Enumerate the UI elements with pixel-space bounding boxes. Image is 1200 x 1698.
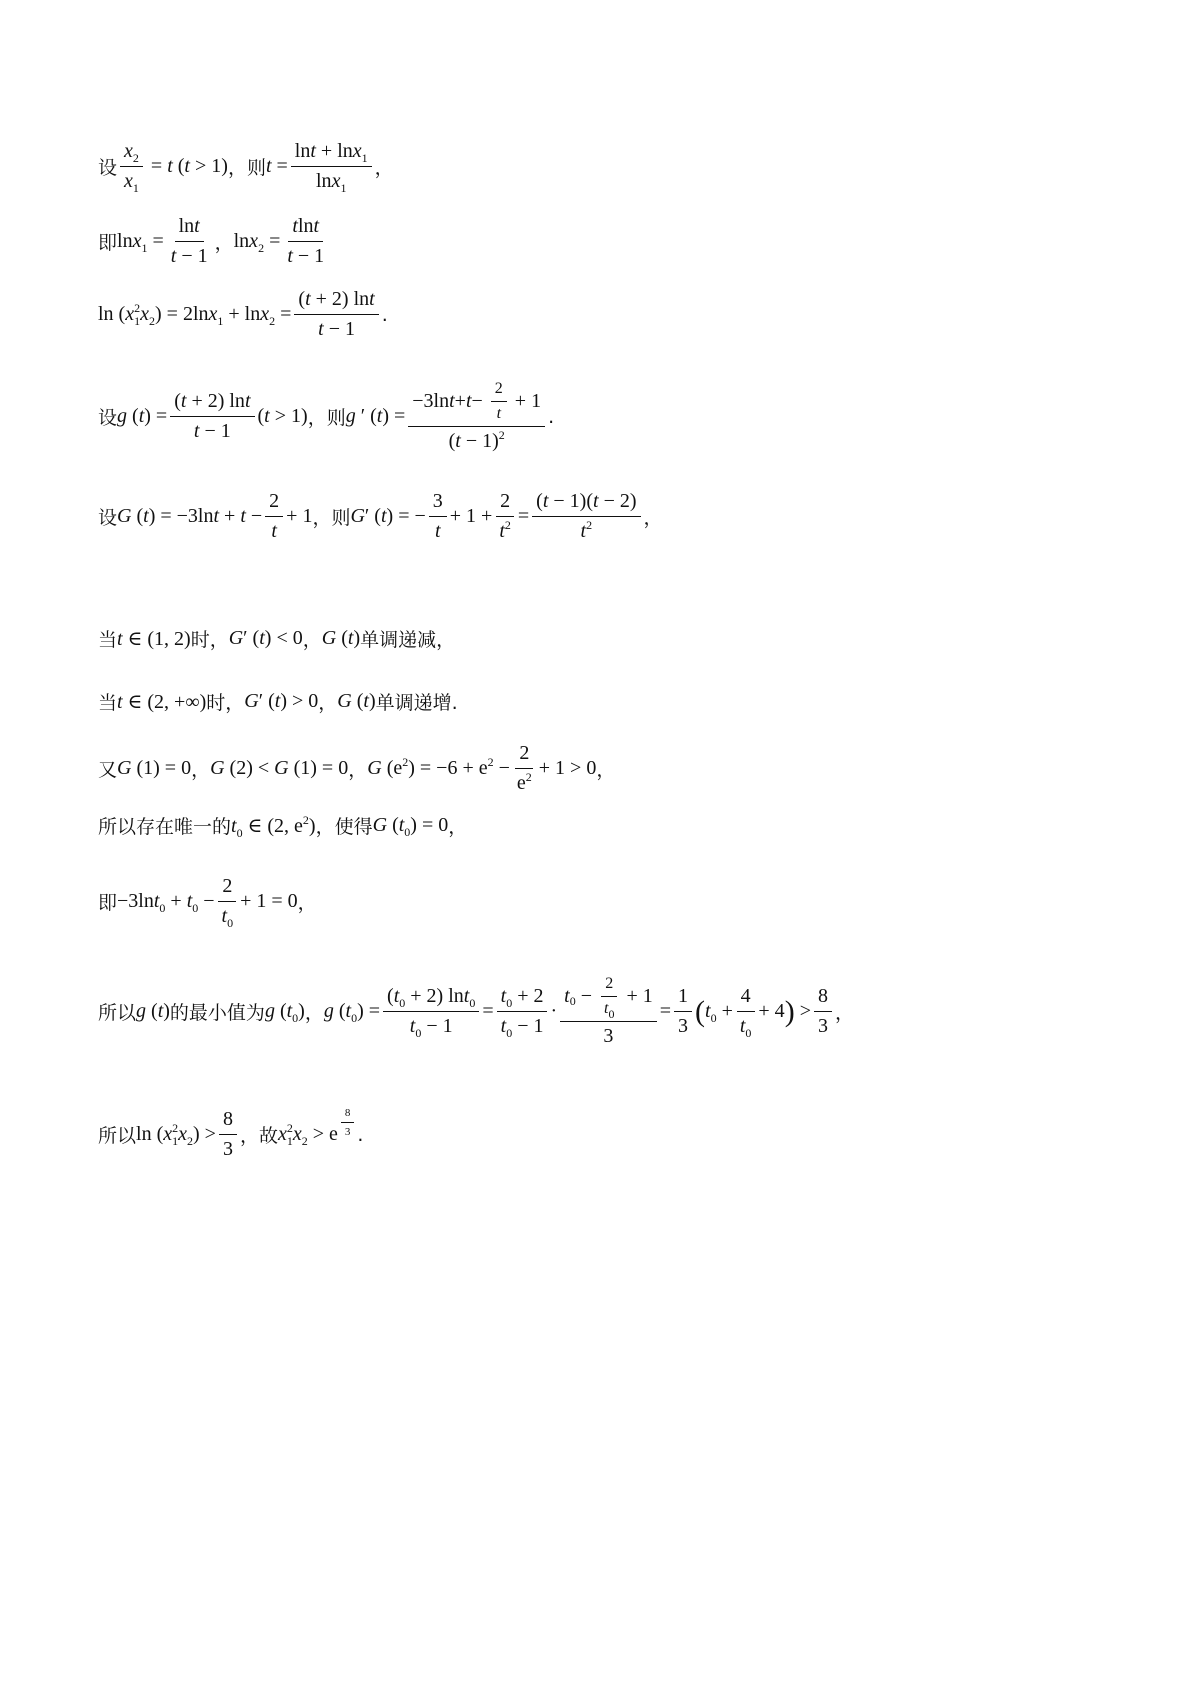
text: ， <box>304 1002 324 1024</box>
fraction: $\frac{t_0 + 2}{t_0 - 1}$ <box>497 985 548 1038</box>
fraction: $\frac{(t - 1)(t - 2)}{t^2}$ <box>532 490 640 543</box>
line-5: 设 G (t) = −3lnt + t − $\frac{2}{t}$ + 1 ，则 G′ (t) = − $\frac{3}{t}$ + 1 + $\frac{2}{t^2}$ = $\frac{(t - 1)(t - 2)}{t^2}$ ， <box>98 490 663 542</box>
text: . <box>357 1123 364 1146</box>
fraction: $\frac{tlnt}{t - 1}$ <box>287 215 325 267</box>
text: 所以 <box>98 1002 137 1024</box>
text: ，则 <box>312 507 351 529</box>
text: ， <box>297 892 317 914</box>
text: 即 <box>98 892 118 914</box>
text: ， <box>302 629 322 651</box>
text: 设 <box>98 507 118 529</box>
text: ，则 <box>307 407 346 429</box>
fraction: $\frac{8}{3}$ <box>341 1107 355 1138</box>
text: ， <box>374 157 394 179</box>
text: ， <box>643 507 663 529</box>
line-4: 设 g (t) = $\frac{(t + 2) \ln t}{t - 1}$ (t > 1) ，则 g ′ (t) = −3ln t + t − $\frac{2}{t}$ + 1 $(t - 1)^2$ . <box>98 380 555 452</box>
text: 又 <box>98 759 118 781</box>
text: ， <box>448 816 468 838</box>
fraction: $\frac{2}{t_0}$ <box>218 875 238 928</box>
fraction: $\frac{2}{e^2}$ <box>516 742 532 794</box>
fraction: $\frac{(t + 2) \ln t}{t - 1}$ <box>170 390 254 443</box>
line-10: 即 $-3\ln t_0 + t_0$ − $\frac{2}{t_0}$ + 1 = 0 ， <box>98 875 317 930</box>
fraction: $\frac{2}{t_0}$ <box>600 975 618 1018</box>
text: ， <box>348 759 368 781</box>
text: 时， <box>190 629 229 651</box>
line-8: 又 G (1) = 0 ， G (2) < G (1) = 0 ， G $(e^2) = -6 + e^2$ − $\frac{2}{e^2}$ + 1 > 0 ， <box>98 742 616 794</box>
text: ， <box>214 232 234 254</box>
fraction: $\frac{3}{t}$ <box>429 490 447 543</box>
text: . <box>548 405 555 428</box>
text: 所以存在唯一的 <box>98 816 232 838</box>
text: 所以 <box>98 1125 137 1147</box>
line-9: 所以存在唯一的 $t_0$ ∈ (2, $e^2$) ，使得 G $(t_0) = 0$ ， <box>98 813 468 840</box>
fraction: $\frac{\ln t}{t - 1}$ <box>170 215 208 267</box>
line-2: 即 lnx$_1$ = $\frac{\ln t}{t - 1}$ ， lnx$_2$ = $\frac{tlnt}{t - 1}$ <box>98 215 331 268</box>
text: 的最小值为 <box>169 1002 265 1024</box>
line-1: 设 $\frac{x_2}{x_1}$ = t (t > 1) ，则 t = $\frac{\ln t + \ln x_1}{\ln x_1}$ ， <box>98 140 394 195</box>
text: 当 <box>98 692 118 714</box>
text: 时， <box>206 692 245 714</box>
fraction: −3ln t + t − $\frac{2}{t}$ + 1 $(t - 1)^2$ <box>408 380 545 453</box>
text: ， <box>318 692 338 714</box>
text: 即 <box>98 232 118 254</box>
fraction: $\frac{2}{t^2}$ <box>495 490 515 543</box>
fraction: $\frac{1}{3}$ <box>674 985 692 1038</box>
text: ， <box>596 759 616 781</box>
fraction: t 0 − $\frac{2}{t_0}$ + 1 3 <box>560 975 657 1048</box>
text: ，使得 <box>315 816 373 838</box>
text: ，故 <box>239 1125 278 1147</box>
text: ， <box>834 1002 854 1024</box>
text: 单调递减， <box>360 629 456 651</box>
fraction: $\frac{(t + 2) \ln t}{t - 1}$ <box>294 288 378 341</box>
fraction: $\frac{4}{t_0}$ <box>736 985 756 1038</box>
text: ，则 <box>227 157 266 179</box>
fraction: $\frac{\ln t + \ln x_1}{\ln x_1}$ <box>291 140 372 193</box>
fraction: $\frac{x_2}{x_1}$ <box>120 140 143 193</box>
fraction: $\frac{2}{t}$ <box>265 490 283 543</box>
line-12: 所以 $\ln (x_1^2x_2)$ > $\frac{8}{3}$ ，故 $x_1^2x_2 > e$ $\frac{8}{3}$ . <box>98 1107 364 1160</box>
text: 单调递增. <box>375 692 458 714</box>
text: 当 <box>98 629 118 651</box>
fraction: $\frac{2}{t}$ <box>491 380 507 423</box>
text: 设 <box>98 157 118 179</box>
text: . <box>381 303 388 326</box>
fraction: $\frac{(t_0 + 2) \ln t_0}{t_0 - 1}$ <box>383 985 479 1038</box>
line-11: 所以 g (t) 的最小值为 g $(t_0)$ ， g $(t_0)$ = $\frac{(t_0 + 2) \ln t_0}{t_0 - 1}$ = $\frac{t_0 + 2}{t_0 - 1}$ · t 0 − $\frac{2}{t_0}$ + 1 3 = $\frac{1}{3}$ ( $t_0$ + $\frac{4}{t_0}$ + 4 ) > $\frac{8}{3}$ ， <box>98 975 854 1047</box>
line-7: 当 t ∈ (2, +∞) 时， G′ (t) > 0 ， G (t) 单调递增. <box>98 690 458 714</box>
fraction: $\frac{8}{3}$ <box>814 985 832 1038</box>
fraction: $\frac{8}{3}$ <box>219 1108 237 1161</box>
text: 设 <box>98 407 118 429</box>
line-6: 当 t ∈ (1, 2) 时， G′ (t) < 0 ， G (t) 单调递减， <box>98 627 456 651</box>
text: ， <box>191 759 211 781</box>
line-3: $\ln (x_1^2x_2) = 2\ln x_1 + \ln x_2$ = $\frac{(t + 2) \ln t}{t - 1}$ . <box>98 288 388 340</box>
